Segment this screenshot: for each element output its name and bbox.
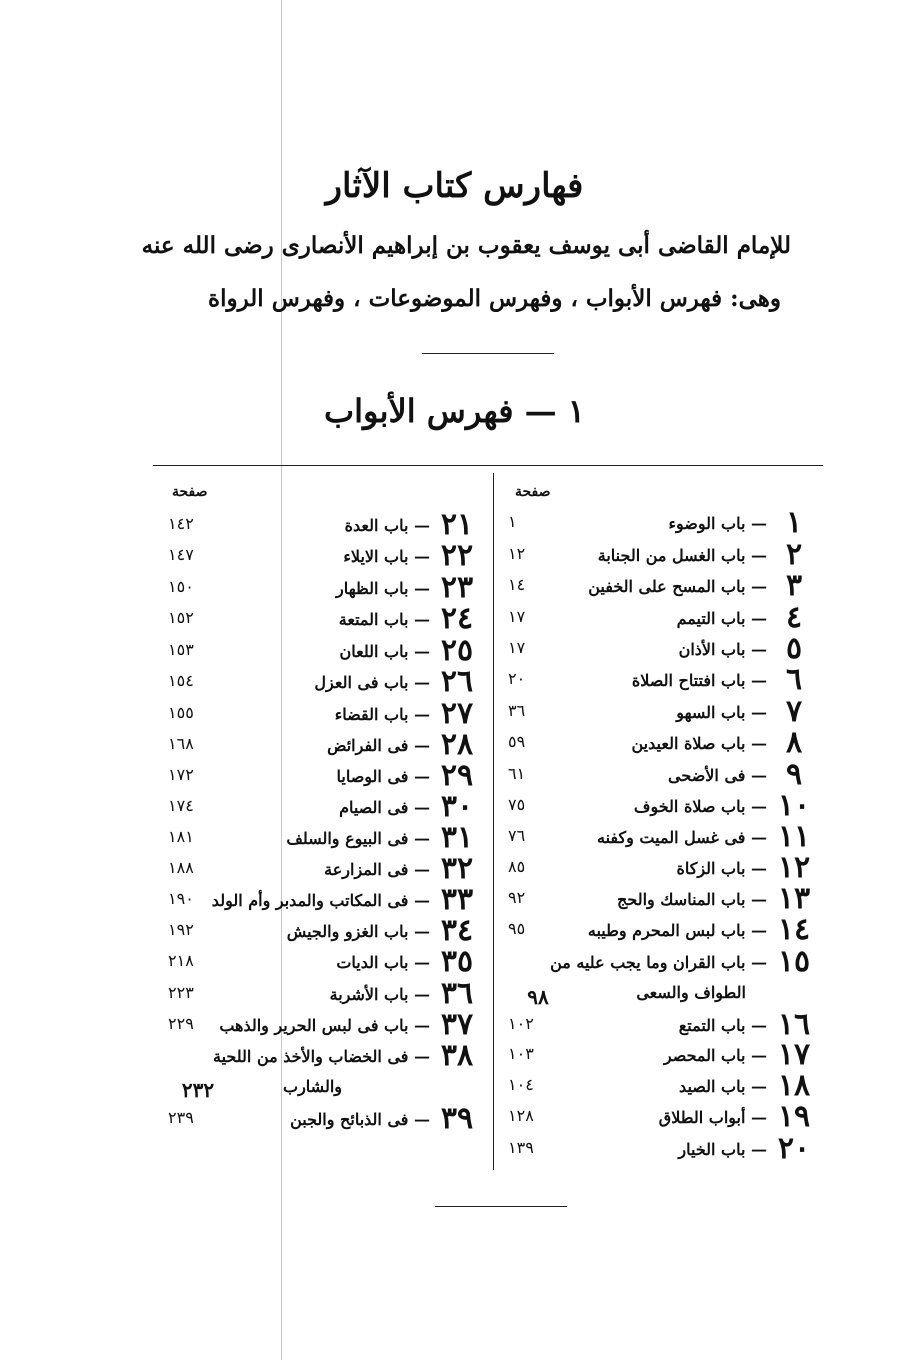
chapter-number: ٦ [785,662,803,697]
chapter-number: ٢٨ [440,727,474,762]
right-continuation-text: الطواف والسعى [636,983,746,1002]
chapter-number: ٢٤ [440,601,474,636]
chapter-title: — باب القضاء [334,705,430,724]
page-number: ١٥٥ [168,703,194,722]
page-number: ١٨١ [168,827,194,846]
chapter-title: — فى الوصايا [336,767,430,786]
chapter-number: ٣٨ [440,1038,474,1073]
chapter-title: — باب فى لبس الحرير والذهب [219,1016,430,1035]
page-number: ١٥٣ [168,640,194,659]
chapter-number: ٢٩ [440,758,474,793]
chapter-number: ٣٥ [440,944,474,979]
page-column-header-left: صفحة [172,484,208,500]
page-number: ١٨٨ [168,858,194,877]
index-entry [399,1068,819,1103]
chapter-title: — باب المتعة [338,610,430,629]
chapter-title: — باب صلاة الخوف [633,797,767,816]
index-entry [62,1007,482,1042]
chapter-title: — فى الصيام [339,798,430,817]
chapter-number: ١١ [777,819,811,854]
page-number: ٨٥ [508,857,526,876]
index-entry [62,1101,482,1136]
chapter-title: — فى المكاتب والمدبر وأم الولد [211,891,430,910]
chapter-title: — فى الفرائض [327,736,430,755]
chapter-number: ٢٦ [440,664,474,699]
chapter-title: — باب الزكاة [676,859,767,878]
chapter-number: ١٩ [777,1099,811,1134]
chapter-number: ٣٤ [440,913,474,948]
index-entry [62,507,482,542]
index-entry [62,1038,482,1073]
chapter-title: — باب الوضوء [668,514,767,533]
bottom-divider [435,1206,567,1207]
table-top-rule [153,465,823,466]
page-number: ١٠٣ [508,1044,534,1063]
index-entry [62,727,482,762]
page-number: ٢٣٩ [168,1108,194,1127]
page-number: ١٤٧ [168,545,194,564]
index-entry [62,976,482,1011]
left-continuation-text: والشارب [283,1077,342,1096]
chapter-number: ٣٣ [440,882,474,917]
chapter-title: — أبواب الطلاق [658,1108,767,1127]
index-entry [62,851,482,886]
chapter-title: — باب افتتاح الصلاة [631,671,767,690]
contents-description: وهى: فهرس الأبواب ، وفهرس الموضوعات ، وفهرس الرواة [208,285,781,312]
page-number: ١٦٨ [168,734,194,753]
index-entry [62,944,482,979]
index-entry [62,696,482,731]
page-number: ٧٦ [508,826,526,845]
page-number: ١٧ [508,607,526,626]
chapter-number: ٢٧ [440,696,474,731]
page-number: ٦١ [508,764,526,783]
chapter-number: ٣٠ [440,789,474,824]
index-entry [62,664,482,699]
chapter-number: ٣٩ [440,1101,474,1136]
chapter-title: — باب المحصر [663,1046,767,1065]
page-number: ١٢ [508,544,526,563]
chapter-title: — باب التيمم [676,609,767,628]
index-entry [62,633,482,668]
chapter-title: — باب السهو [676,703,767,722]
page-number: ١٤ [508,575,526,594]
chapter-title: — باب الغزو والجيش [286,922,430,941]
chapter-number: ١ [785,505,803,540]
chapter-number: ١٢ [777,850,811,885]
chapter-number: ٥ [785,631,803,666]
page-number: ٩٢ [508,888,526,907]
chapter-title: — باب الغسل من الجنابة [597,546,767,565]
chapter-title: — باب الأشربة [329,985,430,1004]
chapter-title: — باب المسح على الخفين [588,577,767,596]
chapter-number: ١٦ [777,1007,811,1042]
index-entry [62,758,482,793]
title-divider [422,353,554,354]
page-number: ١٩٢ [168,920,194,939]
index-entry [399,1131,819,1166]
page-number: ١٠٤ [508,1075,534,1094]
chapter-title: — فى غسل الميت وكفنه [597,828,767,847]
chapter-number: ١٣ [777,881,811,916]
index-entry [62,820,482,855]
chapter-number: ٣١ [440,820,474,855]
page-number: ١٥٢ [168,608,194,627]
chapter-title: — فى الخضاب والأخذ من اللحية [213,1047,430,1066]
chapter-title: — فى الذبائح والجبن [290,1110,430,1129]
chapter-title: — فى البيوع والسلف [286,829,430,848]
chapter-number: ٢٢ [440,538,474,573]
page-number: ١٤٢ [168,514,194,533]
page-number: ١٣٩ [508,1138,534,1157]
page-number: ٢٢٣ [168,983,194,1002]
chapter-number: ٢٠ [777,1131,811,1166]
author-line: للإمام القاضى أبى يوسف يعقوب بن إبراهيم الأنصارى رضى الله عنه [141,232,791,259]
index-entry [62,789,482,824]
page-number: ١٥٠ [168,577,194,596]
chapter-number: ١٨ [777,1068,811,1103]
chapter-title: — باب العدة [344,516,430,535]
page-number: ١٩٠ [168,889,194,908]
index-entry [62,570,482,605]
chapter-number: ٢ [785,537,803,572]
right-continuation-page: ٩٨ [527,985,549,1009]
chapter-number: ٢٥ [440,633,474,668]
chapter-number: ٣ [785,568,803,603]
chapter-title: — فى الأضحى [668,766,767,785]
page-number: ٢١٨ [168,951,194,970]
page-number: ٢٠ [508,669,526,688]
chapter-number: ٧ [785,694,803,729]
index-entry [62,913,482,948]
chapter-title: — باب القران وما يجب عليه من [550,953,767,972]
page-column-header-right: صفحة [515,484,551,500]
chapter-title: — باب صلاة العيدين [631,734,767,753]
page-number: ١٧٤ [168,796,194,815]
chapter-number: ١٥ [777,944,811,979]
chapter-number: ٤ [785,600,803,635]
index-entry [62,882,482,917]
left-continuation-page: ٢٣٢ [181,1078,215,1102]
page-number: ١٧ [508,638,526,657]
chapter-title: — باب لبس المحرم وطيبه [587,921,767,940]
chapter-number: ٩ [785,757,803,792]
index-entry [62,538,482,573]
chapter-number: ٣٧ [440,1007,474,1042]
section-heading: ١ — فهرس الأبواب [324,392,585,430]
chapter-title: — باب فى العزل [314,673,430,692]
chapter-number: ١٧ [777,1037,811,1072]
chapter-number: ١٤ [777,912,811,947]
page-number: ٢٢٩ [168,1014,194,1033]
chapter-title: — باب الصيد [679,1077,767,1096]
chapter-title: — باب الديات [336,953,430,972]
index-entry [62,601,482,636]
chapter-number: ٢٣ [440,570,474,605]
page-number: ١٠٢ [508,1014,534,1033]
page-number: ٥٩ [508,732,526,751]
chapter-number: ٢١ [440,507,474,542]
chapter-title: — باب الخيار [678,1140,767,1159]
chapter-title: — باب الأذان [678,640,767,659]
page-number: ١ [508,512,517,531]
page-title: فهارس كتاب الآثار [325,166,584,206]
chapter-title: — باب الظهار [336,579,430,598]
page-number: ٩٥ [508,919,526,938]
chapter-title: — باب اللعان [339,642,430,661]
page-number: ١٢٨ [508,1106,534,1125]
chapter-number: ١٠ [777,788,811,823]
chapter-number: ٣٦ [440,976,474,1011]
page-number: ٣٦ [508,701,526,720]
page-number: ١٧٢ [168,765,194,784]
chapter-number: ٣٢ [440,851,474,886]
chapter-title: — باب الايلاء [343,547,430,566]
page-number: ٧٥ [508,795,526,814]
chapter-title: — باب المناسك والحج [617,890,767,909]
chapter-number: ٨ [785,725,803,760]
page-number: ١٥٤ [168,671,194,690]
chapter-title: — فى المزارعة [324,860,430,879]
chapter-title: — باب التمتع [678,1016,767,1035]
